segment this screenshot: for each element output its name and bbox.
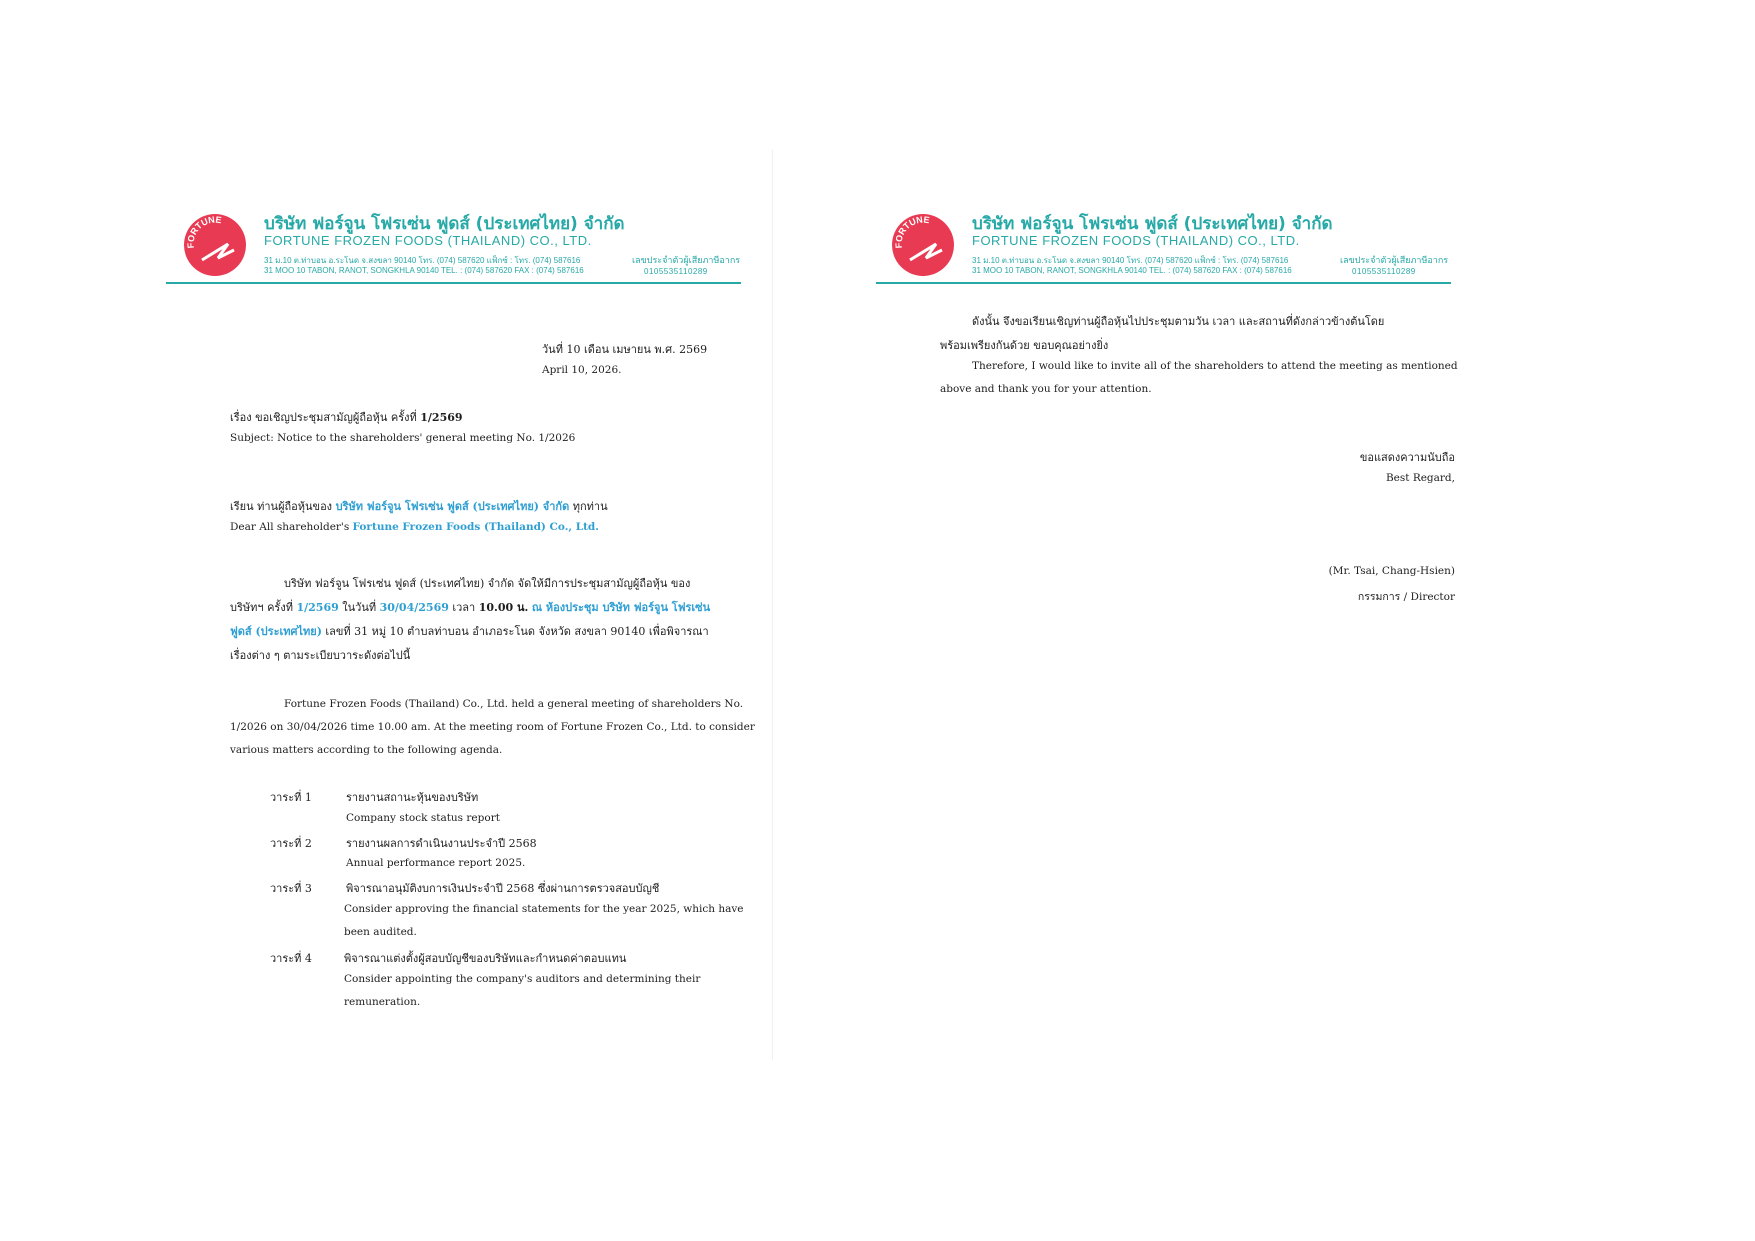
body-thai-text: บริษัทฯ ครั้งที่ bbox=[230, 601, 293, 614]
letter-page-2 bbox=[860, 150, 1480, 1060]
body-thai-line-2 bbox=[230, 598, 710, 616]
salutation-english-company: Fortune Frozen Foods (Thailand) Co., Ltd. bbox=[352, 521, 599, 533]
subject-english: Subject: Notice to the shareholders' general meeting No. 1/2026 bbox=[230, 432, 576, 444]
tax-id-label: เลขประจำตัวผู้เสียภาษีอากร bbox=[632, 255, 741, 265]
tax-id-number: 0105535110289 bbox=[1352, 267, 1416, 276]
body-thai-text: ในวันที่ bbox=[342, 601, 377, 614]
agenda-item-english-cont: been audited. bbox=[344, 926, 417, 938]
body-thai-text: เลขที่ 31 หมู่ 10 ตำบลท่าบอน อำเภอระโนด จังหวัด สงขลา 90140 เพื่อพิจารณา bbox=[325, 625, 709, 638]
body-thai-line-1: บริษัท ฟอร์จูน โฟรเซ่น ฟูดส์ (ประเทศไทย) จำกัด จัดให้มีการประชุมสามัญผู้ถือหุ้น ของ bbox=[284, 577, 691, 590]
company-name-thai: บริษัท ฟอร์จูน โฟรเซ่น ฟูดส์ (ประเทศไทย) จำกัด bbox=[972, 214, 1333, 234]
agenda-item-thai: รายงานผลการดำเนินงานประจำปี 2568 bbox=[346, 837, 537, 850]
company-logo bbox=[184, 214, 246, 276]
body-thai-line-4: เรื่องต่าง ๆ ตามระเบียบวาระดังต่อไปนี้ bbox=[230, 649, 411, 662]
closing-thai-line-2: พร้อมเพรียงกันด้วย ขอบคุณอย่างยิ่ง bbox=[940, 339, 1109, 352]
agenda-item-english: Company stock status report bbox=[346, 812, 500, 824]
agenda-item-english-cont: remuneration. bbox=[344, 996, 421, 1008]
svg-text:FORTUNE bbox=[893, 214, 930, 248]
address-english: 31 MOO 10 TABON, RANOT, SONGKHLA 90140 TEL. : (074) 587620 FAX : (074) 587616 bbox=[264, 266, 584, 275]
meeting-number-thai: 1/2569 bbox=[296, 601, 339, 614]
company-name-english: FORTUNE FROZEN FOODS (THAILAND) CO., LTD. bbox=[264, 233, 592, 248]
letter-page-1 bbox=[152, 150, 772, 1060]
signer-title: กรรมการ / Director bbox=[1357, 591, 1455, 603]
company-name-english: FORTUNE FROZEN FOODS (THAILAND) CO., LTD. bbox=[972, 233, 1300, 248]
svg-text:FORTUNE bbox=[185, 214, 222, 248]
body-thai-text: เวลา bbox=[452, 601, 476, 614]
tax-id-number: 0105535110289 bbox=[644, 267, 708, 276]
agenda-label: วาระที่ 1 bbox=[270, 791, 312, 804]
address-thai: 31 ม.10 ต.ท่าบอน อ.ระโนด จ.สงขลา 90140 โทร. (074) 587620 แฟ็กซ์ : โทร. (074) 587616 bbox=[972, 256, 1289, 265]
body-english-line-3: various matters according to the following agenda. bbox=[230, 744, 503, 756]
date-english: April 10, 2026. bbox=[542, 364, 622, 376]
body-thai-line-3 bbox=[230, 622, 709, 640]
address-english: 31 MOO 10 TABON, RANOT, SONGKHLA 90140 TEL. : (074) 587620 FAX : (074) 587616 bbox=[972, 266, 1292, 275]
agenda-item-english: Consider appointing the company's auditors and determining their bbox=[344, 973, 701, 985]
subject-thai bbox=[230, 408, 463, 426]
subject-thai-number: 1/2569 bbox=[420, 411, 463, 424]
agenda-label: วาระที่ 3 bbox=[270, 882, 312, 895]
agenda-item-english: Annual performance report 2025. bbox=[346, 857, 526, 869]
logo-text: FORTUNE bbox=[185, 214, 223, 249]
salutation-thai-company: บริษัท ฟอร์จูน โฟรเซ่น ฟูดส์ (ประเทศไทย) จำกัด bbox=[335, 500, 570, 513]
regards-english: Best Regard, bbox=[1385, 472, 1455, 484]
salutation-thai-text: เรียน ท่านผู้ถือหุ้นของ bbox=[230, 500, 333, 513]
agenda-label: วาระที่ 2 bbox=[270, 837, 312, 850]
meeting-place-thai-cont: ฟูดส์ (ประเทศไทย) bbox=[230, 625, 322, 638]
agenda-item-thai: รายงานสถานะหุ้นของบริษัท bbox=[346, 791, 479, 804]
closing-thai-line-1: ดังนั้น จึงขอเรียนเชิญท่านผู้ถือหุ้นไปประชุมตามวัน เวลา และสถานที่ดังกล่าวข้างต้นโดย bbox=[972, 315, 1385, 328]
body-english-line-1: Fortune Frozen Foods (Thailand) Co., Ltd. held a general meeting of shareholders No. bbox=[284, 698, 744, 710]
address-thai: 31 ม.10 ต.ท่าบอน อ.ระโนด จ.สงขลา 90140 โทร. (074) 587620 แฟ็กซ์ : โทร. (074) 587616 bbox=[264, 256, 581, 265]
agenda-label: วาระที่ 4 bbox=[270, 952, 312, 965]
company-logo bbox=[892, 214, 954, 276]
meeting-time-thai: 10.00 น. bbox=[478, 601, 529, 614]
agenda-item-thai: พิจารณาแต่งตั้งผู้สอบบัญชีของบริษัทและกำหนดค่าตอบแทน bbox=[344, 952, 627, 965]
logo-text: FORTUNE bbox=[893, 214, 931, 249]
meeting-date-thai: 30/04/2569 bbox=[379, 601, 449, 614]
tax-id-label: เลขประจำตัวผู้เสียภาษีอากร bbox=[1340, 255, 1449, 265]
salutation-english bbox=[230, 521, 599, 533]
subject-thai-text: เรื่อง ขอเชิญประชุมสามัญผู้ถือหุ้น ครั้งที่ bbox=[230, 411, 417, 424]
closing-english-line-2: above and thank you for your attention. bbox=[940, 383, 1152, 395]
letterhead bbox=[860, 206, 1450, 286]
letterhead bbox=[152, 206, 742, 286]
salutation-english-text: Dear All shareholder's bbox=[230, 521, 350, 533]
company-name-thai: บริษัท ฟอร์จูน โฟรเซ่น ฟูดส์ (ประเทศไทย) จำกัด bbox=[264, 214, 625, 234]
agenda-item-thai: พิจารณาอนุมัติงบการเงินประจำปี 2568 ซึ่งผ่านการตรวจสอบบัญชี bbox=[346, 882, 660, 895]
salutation-thai bbox=[230, 497, 608, 515]
date-thai: วันที่ 10 เดือน เมษายน พ.ศ. 2569 bbox=[542, 343, 708, 356]
letterhead-divider bbox=[166, 282, 741, 284]
closing-english-line-1: Therefore, I would like to invite all of the shareholders to attend the meeting as mentioned bbox=[972, 360, 1458, 372]
agenda-item-english: Consider approving the financial statements for the year 2025, which have bbox=[344, 903, 744, 915]
body-english-line-2: 1/2026 on 30/04/2026 time 10.00 am. At the meeting room of Fortune Frozen Co., Ltd. to consider bbox=[230, 721, 755, 733]
salutation-thai-suffix: ทุกท่าน bbox=[572, 500, 608, 513]
letterhead-divider bbox=[876, 282, 1451, 284]
regards-thai: ขอแสดงความนับถือ bbox=[1359, 451, 1455, 464]
meeting-place-thai: ณ ห้องประชุม บริษัท ฟอร์จูน โฟรเซ่น bbox=[531, 601, 711, 614]
signer-name: (Mr. Tsai, Chang-Hsien) bbox=[1328, 565, 1455, 577]
